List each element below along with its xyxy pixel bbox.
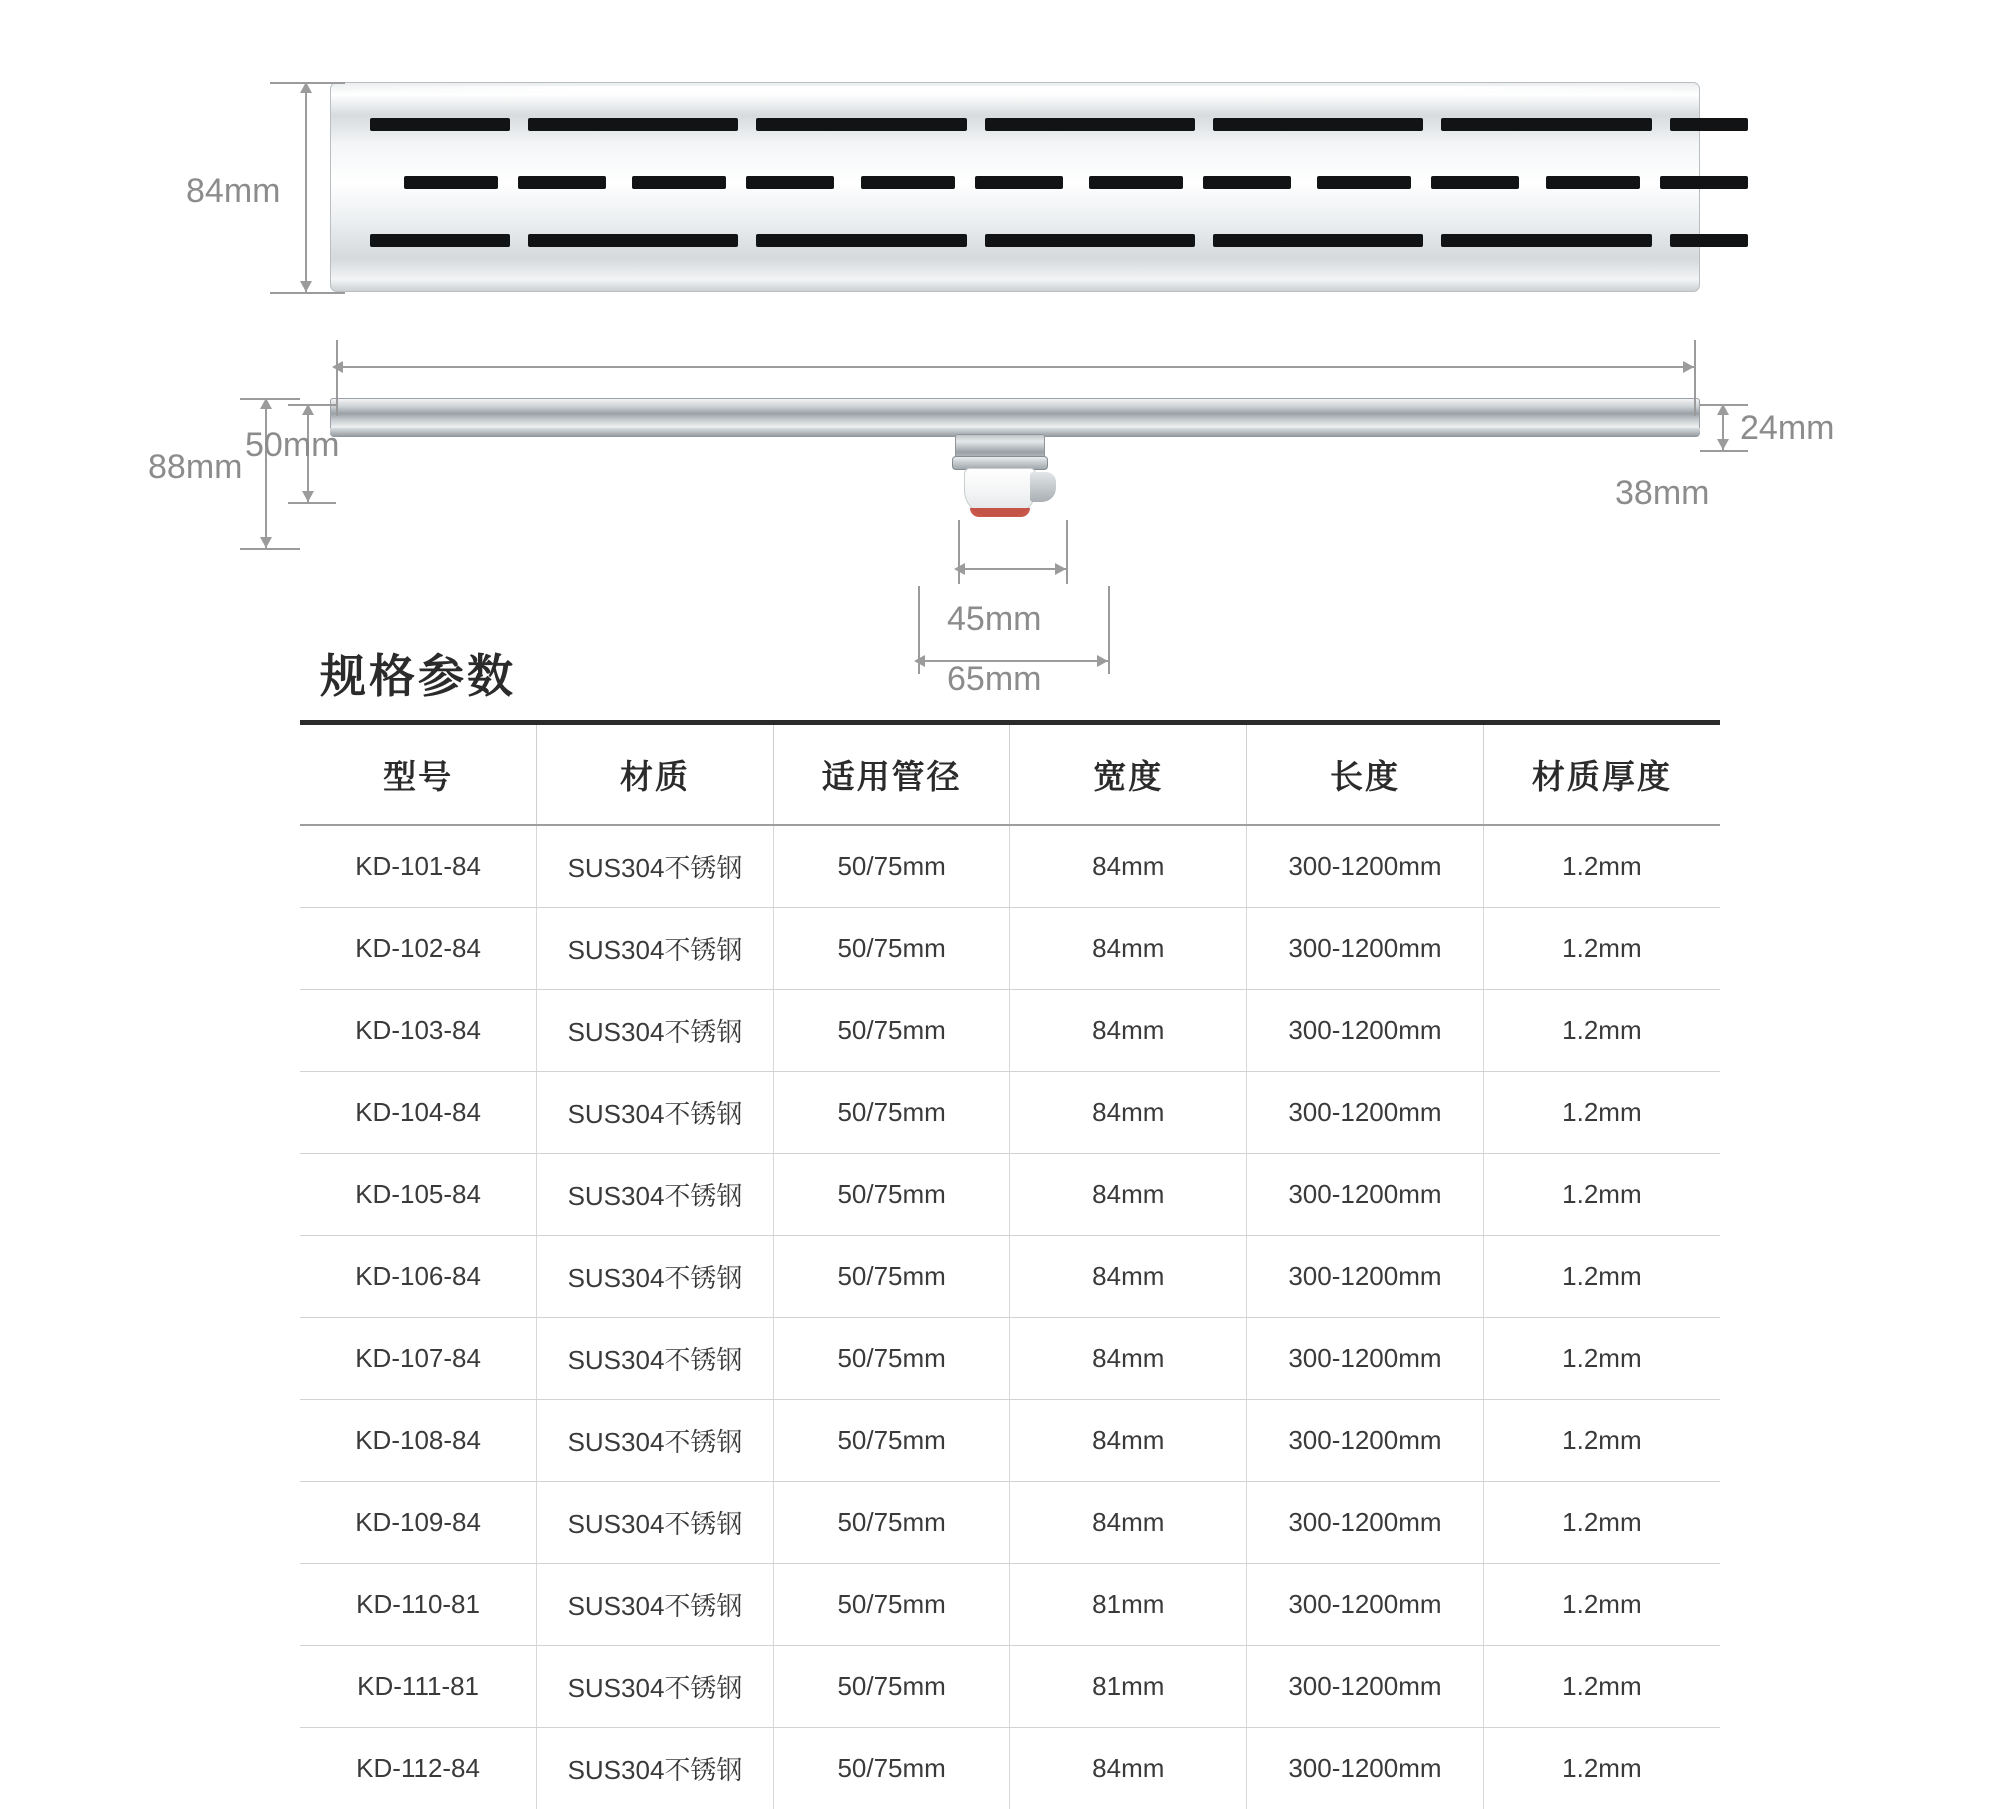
table-cell-5: 1.2mm [1483, 908, 1720, 990]
dim-arrow-down-24 [1717, 439, 1729, 450]
table-cell-2: 50/75mm [773, 1728, 1010, 1809]
outlet-seal-ring [970, 508, 1030, 517]
table-cell-1: SUS304不锈钢 [537, 908, 774, 990]
grate-slot [1213, 234, 1291, 247]
table-cell-3: 84mm [1010, 908, 1247, 990]
drain-top-view [330, 82, 1700, 292]
table-cell-4: 300-1200mm [1247, 1482, 1484, 1564]
table-cell-5: 1.2mm [1483, 825, 1720, 908]
table-cell-4: 300-1200mm [1247, 990, 1484, 1072]
grate-slot [1431, 176, 1519, 189]
dim-tick-right-45 [1066, 520, 1068, 584]
grate-slot [1512, 118, 1652, 131]
table-cell-0: KD-112-84 [300, 1728, 537, 1809]
table-cell-0: KD-108-84 [300, 1400, 537, 1482]
grate-slot [756, 234, 834, 247]
table-cell-3: 84mm [1010, 825, 1247, 908]
grate-slot [827, 118, 967, 131]
table-cell-1: SUS304不锈钢 [537, 825, 774, 908]
grate-slot [598, 234, 738, 247]
table-cell-4: 300-1200mm [1247, 1072, 1484, 1154]
table-cell-1: SUS304不锈钢 [537, 990, 774, 1072]
table-cell-2: 50/75mm [773, 1072, 1010, 1154]
table-cell-2: 50/75mm [773, 990, 1010, 1072]
table-cell-1: SUS304不锈钢 [537, 1236, 774, 1318]
table-header-cell-3: 宽度 [1010, 725, 1247, 825]
table-cell-0: KD-101-84 [300, 825, 537, 908]
dim-arrow-right-length [1683, 361, 1694, 373]
table-row [300, 1564, 1720, 1646]
grate-body [330, 82, 1700, 292]
table-cell-0: KD-105-84 [300, 1154, 537, 1236]
grate-slot [861, 176, 955, 189]
table-cell-3: 84mm [1010, 1236, 1247, 1318]
grate-slot [1660, 176, 1748, 189]
grate-slot [756, 118, 834, 131]
table-row [300, 1646, 1720, 1728]
table-cell-1: SUS304不锈钢 [537, 1154, 774, 1236]
grate-slot [1283, 118, 1423, 131]
dim-label-50mm: 50mm [245, 426, 339, 465]
dim-label-84mm: 84mm [186, 172, 280, 211]
dim-arrow-down-50 [302, 491, 314, 502]
dim-tick-left-length [336, 340, 338, 416]
table-cell-2: 50/75mm [773, 1564, 1010, 1646]
table-header-cell-2: 适用管径 [773, 725, 1010, 825]
dim-tick-top-88 [240, 398, 300, 400]
dim-tick-top-50 [288, 404, 336, 406]
dim-line-45 [958, 568, 1066, 570]
grate-slot [1441, 234, 1519, 247]
grate-slot [528, 234, 606, 247]
table-cell-4: 300-1200mm [1247, 825, 1484, 908]
table-cell-2: 50/75mm [773, 1154, 1010, 1236]
table-cell-4: 300-1200mm [1247, 1236, 1484, 1318]
table-header-cell-1: 材质 [537, 725, 774, 825]
spec-table [300, 725, 1720, 1809]
grate-slot [1055, 234, 1195, 247]
table-header-cell-0: 型号 [300, 725, 537, 825]
drain-side-view [330, 398, 1700, 558]
table-cell-3: 84mm [1010, 1072, 1247, 1154]
grate-slot [370, 118, 510, 131]
table-row [300, 1318, 1720, 1400]
table-row [300, 908, 1720, 990]
table-cell-4: 300-1200mm [1247, 1728, 1484, 1809]
table-cell-5: 1.2mm [1483, 990, 1720, 1072]
table-cell-4: 300-1200mm [1247, 1564, 1484, 1646]
outlet-tab [1030, 472, 1056, 502]
grate-slot [985, 118, 1063, 131]
specification-section [300, 640, 1720, 1809]
table-cell-1: SUS304不锈钢 [537, 1564, 774, 1646]
table-cell-5: 1.2mm [1483, 1400, 1720, 1482]
table-cell-5: 1.2mm [1483, 1564, 1720, 1646]
table-row [300, 990, 1720, 1072]
table-cell-0: KD-106-84 [300, 1236, 537, 1318]
table-cell-2: 50/75mm [773, 1236, 1010, 1318]
dim-arrow-right-45 [1055, 563, 1066, 575]
dim-label-88mm: 88mm [148, 448, 242, 487]
dim-tick-right-length [1694, 340, 1696, 416]
table-cell-4: 300-1200mm [1247, 1400, 1484, 1482]
table-cell-1: SUS304不锈钢 [537, 1400, 774, 1482]
table-cell-2: 50/75mm [773, 1482, 1010, 1564]
table-row [300, 1236, 1720, 1318]
table-header-row [300, 725, 1720, 825]
grate-slot [975, 176, 1063, 189]
table-row [300, 1400, 1720, 1482]
table-cell-2: 50/75mm [773, 908, 1010, 990]
table-cell-0: KD-110-81 [300, 1564, 537, 1646]
dim-tick-bottom-50 [288, 502, 336, 504]
dim-tick-top-24 [1700, 404, 1748, 406]
dim-label-65mm: 65mm [947, 660, 1041, 699]
table-cell-5: 1.2mm [1483, 1646, 1720, 1728]
table-row [300, 1728, 1720, 1809]
table-cell-3: 84mm [1010, 1400, 1247, 1482]
grate-slot [1283, 234, 1423, 247]
dim-tick-top-84 [270, 82, 345, 84]
grate-highlight [336, 86, 1694, 92]
table-cell-3: 84mm [1010, 1154, 1247, 1236]
grate-slot [827, 234, 967, 247]
grate-slot [518, 176, 606, 189]
grate-slot [1089, 176, 1183, 189]
grate-slot [1213, 118, 1291, 131]
table-cell-0: KD-103-84 [300, 990, 537, 1072]
dim-label-38mm: 38mm [1615, 474, 1709, 513]
table-cell-0: KD-109-84 [300, 1482, 537, 1564]
dim-arrow-down-84 [300, 281, 312, 292]
dim-label-24mm: 24mm [1740, 409, 1834, 448]
table-cell-0: KD-102-84 [300, 908, 537, 990]
dim-tick-bottom-84 [270, 292, 345, 294]
grate-slot [985, 234, 1063, 247]
table-cell-2: 50/75mm [773, 1646, 1010, 1728]
table-row [300, 1154, 1720, 1236]
table-header-cell-4: 长度 [1247, 725, 1484, 825]
table-cell-4: 300-1200mm [1247, 1646, 1484, 1728]
grate-slot [1441, 118, 1519, 131]
table-cell-1: SUS304不锈钢 [537, 1646, 774, 1728]
grate-slot [1670, 118, 1748, 131]
dim-label-45mm: 45mm [947, 600, 1041, 639]
table-cell-2: 50/75mm [773, 1400, 1010, 1482]
grate-slot [1546, 176, 1640, 189]
grate-slot [1670, 234, 1748, 247]
table-cell-5: 1.2mm [1483, 1318, 1720, 1400]
table-cell-3: 84mm [1010, 990, 1247, 1072]
table-cell-1: SUS304不锈钢 [537, 1482, 774, 1564]
table-cell-3: 84mm [1010, 1482, 1247, 1564]
table-cell-5: 1.2mm [1483, 1072, 1720, 1154]
table-cell-5: 1.2mm [1483, 1236, 1720, 1318]
table-cell-3: 81mm [1010, 1646, 1247, 1728]
table-cell-1: SUS304不锈钢 [537, 1728, 774, 1809]
table-cell-0: KD-111-81 [300, 1646, 537, 1728]
table-cell-1: SUS304不锈钢 [537, 1072, 774, 1154]
grate-slot [746, 176, 834, 189]
table-cell-2: 50/75mm [773, 1318, 1010, 1400]
table-cell-1: SUS304不锈钢 [537, 1318, 774, 1400]
grate-slot [370, 234, 510, 247]
table-row [300, 1482, 1720, 1564]
grate-slot [1055, 118, 1195, 131]
table-cell-5: 1.2mm [1483, 1728, 1720, 1809]
grate-slot [1512, 234, 1652, 247]
grate-slot [1203, 176, 1291, 189]
grate-slot [404, 176, 498, 189]
spec-title: 规格参数 [320, 640, 1720, 706]
dim-tick-bottom-24 [1700, 450, 1748, 452]
table-cell-2: 50/75mm [773, 825, 1010, 908]
table-row [300, 825, 1720, 908]
dim-line-88 [265, 398, 267, 548]
table-header-cell-5: 材质厚度 [1483, 725, 1720, 825]
table-cell-0: KD-107-84 [300, 1318, 537, 1400]
dim-line-length [336, 366, 1694, 368]
table-row [300, 1072, 1720, 1154]
table-cell-5: 1.2mm [1483, 1482, 1720, 1564]
grate-slot [1317, 176, 1411, 189]
table-cell-3: 84mm [1010, 1728, 1247, 1809]
dim-tick-left-45 [958, 520, 960, 584]
dim-line-width-84 [305, 82, 307, 292]
table-cell-4: 300-1200mm [1247, 1318, 1484, 1400]
dim-arrow-down-88 [260, 537, 272, 548]
table-cell-3: 81mm [1010, 1564, 1247, 1646]
grate-slot [598, 118, 738, 131]
table-cell-5: 1.2mm [1483, 1154, 1720, 1236]
table-cell-3: 84mm [1010, 1318, 1247, 1400]
grate-slot [632, 176, 726, 189]
dim-tick-bottom-88 [240, 548, 300, 550]
table-cell-4: 300-1200mm [1247, 908, 1484, 990]
grate-slot [528, 118, 606, 131]
table-cell-0: KD-104-84 [300, 1072, 537, 1154]
table-cell-4: 300-1200mm [1247, 1154, 1484, 1236]
